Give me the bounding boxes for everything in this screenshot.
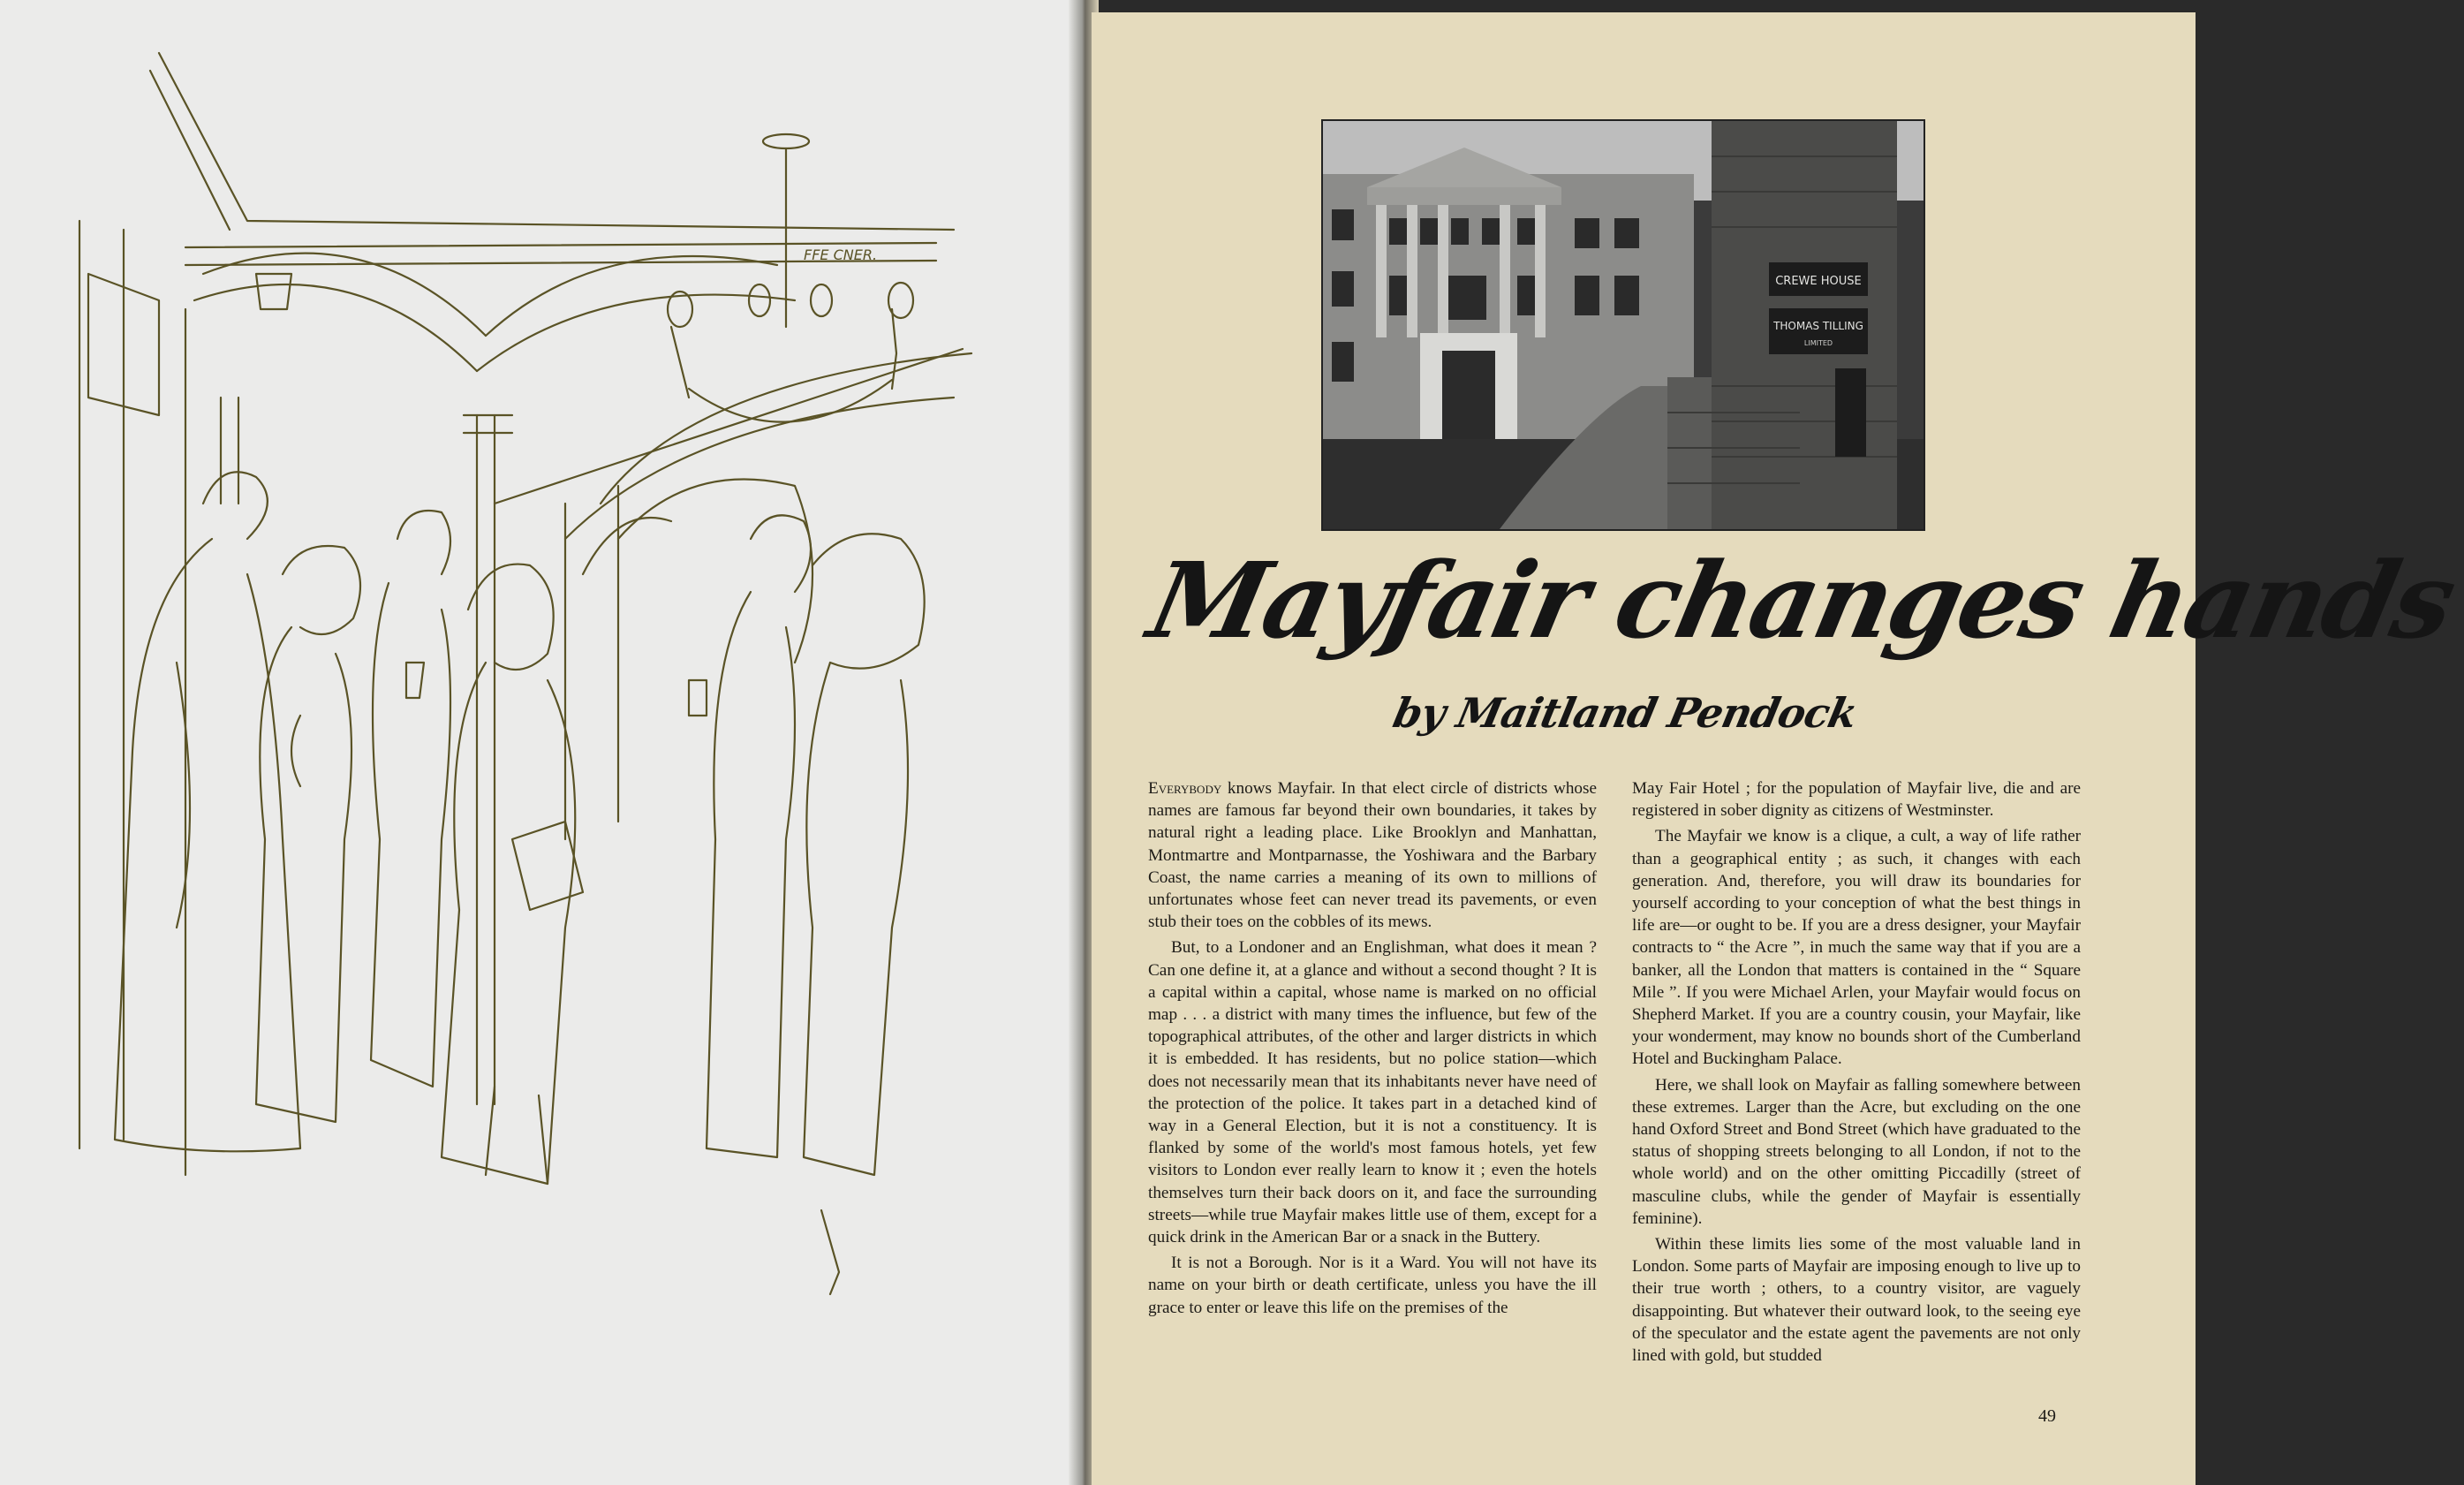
sign-thomas-tilling: THOMAS TILLING [1773,320,1863,332]
drop-lead: Everybody [1148,779,1222,798]
building-photo-drawing [1323,121,1924,529]
page-number: 49 [2038,1406,2056,1426]
paragraph: Here, we shall look on Mayfair as falling somewhere between these extremes. Larger than the Acre, but excluding on the one hand Oxford Street and Bond Street (which have graduated to the status of shopping streets belonging to all London, if not to the whole world) and on the other omitting Piccadilly (street of masculine clubs, while the gender of Mayfair is essentially feminine). [1632,1075,2081,1228]
sign-crewe-house: CREWE HOUSE [1775,275,1862,288]
paragraph: It is not a Borough. Nor is it a Ward. You will not have its name on your birth or death certificate, unless you have the ill grace to enter or leave this life on the premises of the [1148,1254,1597,1317]
paragraph: But, to a Londoner and an Englishman, what does it mean ? Can one define it, at a glance and without a second thought ? It is a capital within a capital, whose name is marked on no official map . . . a district with many times the influence, but few of the topographical attributes, of the other and larger districts in which it is embedded. It has residents, but no police station—which does not necessarily mean that its inhabitants never have need of the protection of the police. It takes part in a detached kind of way in a General Election, but it is not a constituency. It is flanked by some of the world's most famous hotels, yet few visitors to London ever really learn to know it ; even the hotels themselves turn their back doors on it, and face the surrounding streets—while true Mayfair makes little use of them, except for a quick drink in the American Bar or a snack in the Buttery. [1148,938,1597,1247]
crewe-house-photo [1321,119,1925,531]
text-column-left [1148,777,1597,1322]
sign-limited: LIMITED [1803,339,1833,347]
paragraph-text: knows Mayfair. In that elect circle of districts whose names are famous far beyond their own boundaries, it takes by natural right a leading place. Like Brooklyn and Manhattan, Montmartre and Montparnasse, the Yoshiwara and the Barbary Coast, the name carries a meaning of its own to millions of unfortunates whose feet can never tread its pavements, or even stub their toes on the cobbles of its mews. [1148,779,1597,932]
text-column-right [1632,777,2081,1370]
left-page [0,0,1079,1485]
paragraph [1148,777,1597,933]
paragraph: Within these limits lies some of the most valuable land in London. Some parts of Mayfair are imposing enough to live up to their true worth ; others, to a country visitor, are vaguely disappointing. But whatever their outward look, to the seeing eye of the speculator and the estate agent the pavements are not only lined with gold, but studded [1632,1235,2081,1366]
paragraph: May Fair Hotel ; for the population of Mayfair live, die and are registered in sober dignity as citizens of Westminster. [1632,779,2081,821]
party-illustration [71,44,1007,1299]
article-title: Mayfair changes hands [1139,539,2464,662]
svg-text:FFE CNER.: FFE CNER. [804,246,878,263]
article-byline: by Maitland Pendock [1388,689,1862,737]
paragraph: The Mayfair we know is a clique, a cult, a way of life rather than a geographical entity ; as such, it changes with each generation. And, therefore, you will draw its boundaries for yourself according to your conception of what the best things in life are—or ought to be. If you are a dress designer, your Mayfair contracts to “ the Acre ”, in much the same way that if you are a banker, all the London that matters is contained in the “ Square Mile ”. If you were Michael Arlen, your Mayfair would focus on Shepherd Market. If you are a country cousin, your Mayfair, like your wonderment, may know no bounds short of the Cumberland Hotel and Buckingham Palace. [1632,827,2081,1069]
